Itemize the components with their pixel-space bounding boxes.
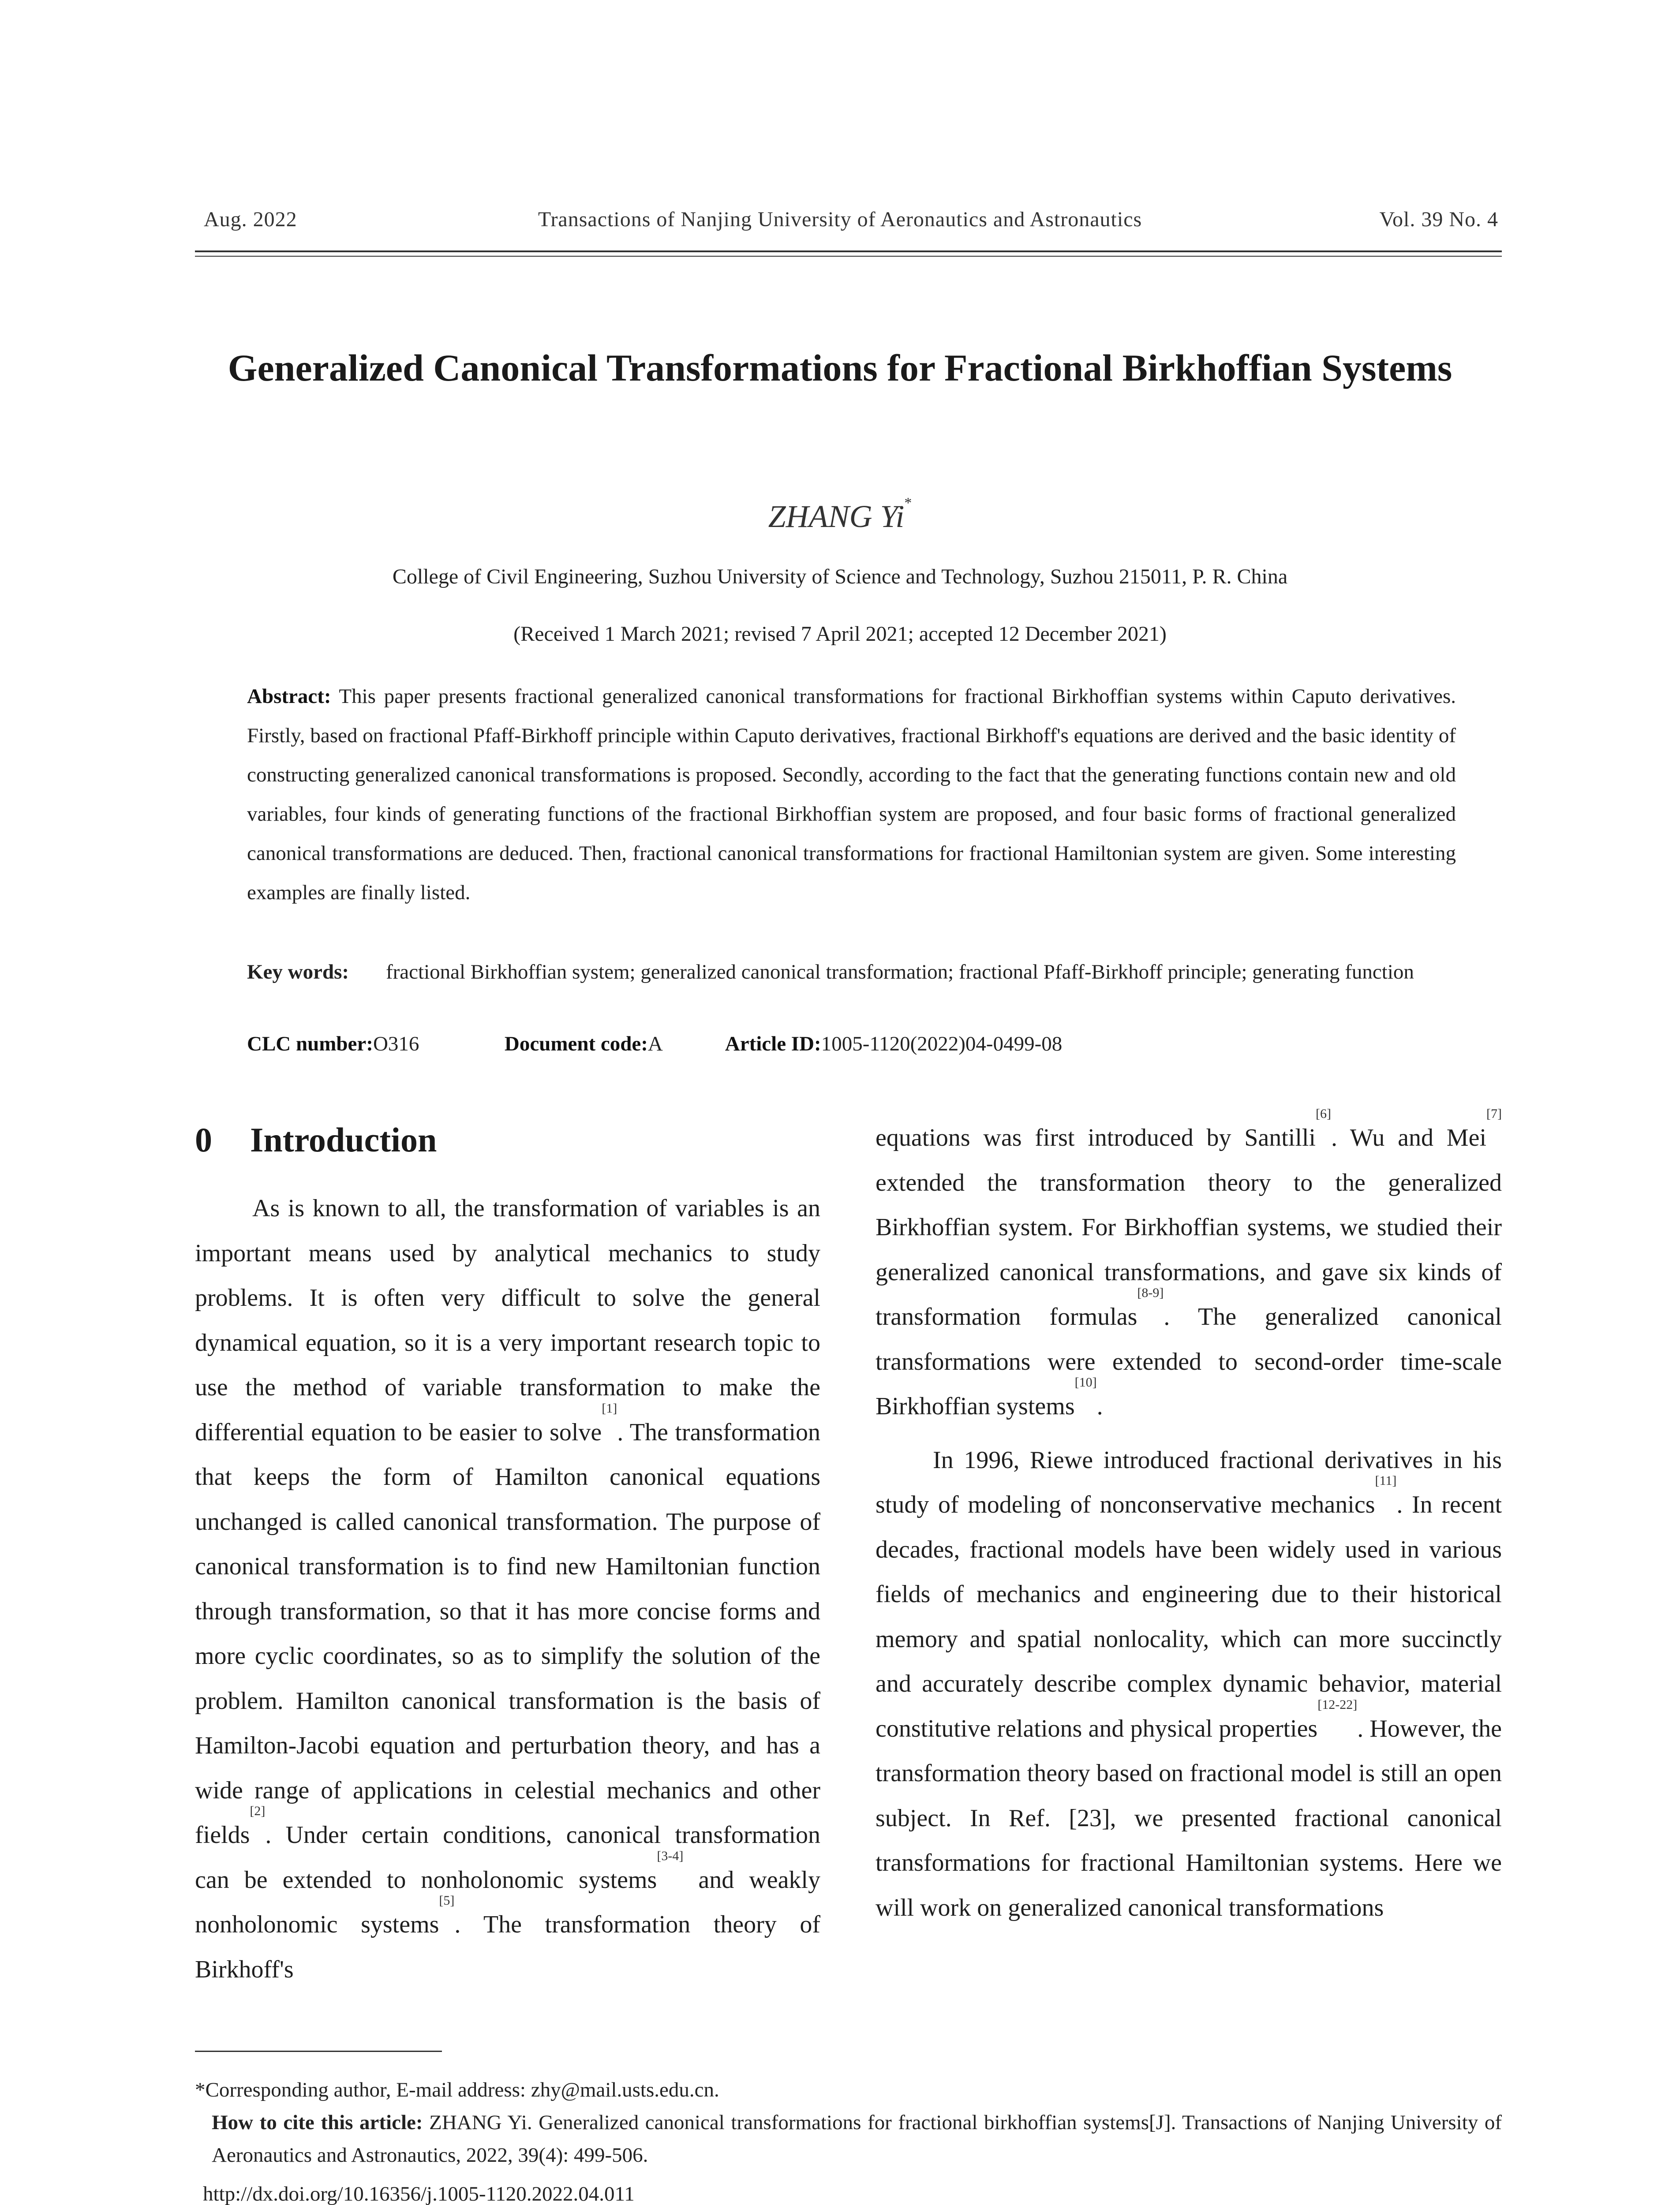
footnote-rule bbox=[195, 2051, 442, 2052]
section-heading bbox=[195, 1120, 437, 1160]
citation-ref[interactable]: [7] bbox=[1486, 1106, 1502, 1121]
citation-ref[interactable]: [3-4] bbox=[657, 1848, 684, 1863]
article-id-value: 1005-1120(2022)04-0499-08 bbox=[821, 1032, 1063, 1055]
right-column bbox=[876, 1106, 1502, 1930]
received-dates: (Received 1 March 2021; revised 7 April 2021; accepted 12 December 2021) bbox=[513, 622, 1167, 646]
corresponding-author-note: *Corresponding author, E-mail address: zhy@mail.usts.edu.cn. bbox=[195, 2078, 719, 2101]
abstract-label: Abstract: bbox=[247, 685, 331, 708]
author-name: ZHANG Yi bbox=[768, 499, 905, 534]
corresponding-mark: * bbox=[904, 495, 912, 511]
article-meta bbox=[247, 1032, 1062, 1056]
header-rule bbox=[195, 250, 1502, 252]
citation-ref[interactable]: [6] bbox=[1316, 1106, 1332, 1121]
doc-code-value: A bbox=[647, 1032, 662, 1055]
left-column bbox=[195, 1186, 820, 1992]
clc-value: O316 bbox=[373, 1032, 419, 1055]
intro-paragraph-1: As is known to all, the transformation of variables is an important means used by analytical mechanics to study problems. It is often very difficult to solve the general dynamical equation, so it is a very important research topic to use the method of variable transformation to make the differential equation to be easier to solve[1]. The transformation that keeps the form of Hamilton canonical equations unchanged is called canonical transformation. The purpose of canonical transformation is to find new Hamiltonian function through transformation, so that it has more concise forms and more cyclic coordinates, so as to simplify the solution of the problem. Hamilton canonical transformation is the basis of Hamilton-Jacobi equation and perturbation theory, and has a wide range of applications in celestial mechanics and other fields[2]. Under certain conditions, canonical transformation can be extended to nonholonomic systems[3-4] and weakly nonholonomic systems[5]. The transformation theory of Birkhoff's bbox=[195, 1195, 821, 1983]
clc-label: CLC number: bbox=[247, 1032, 373, 1055]
citation-ref[interactable]: [2] bbox=[250, 1804, 266, 1818]
keywords-text: fractional Birkhoffian system; generalized canonical transformation; fractional Pfaff-Birkhoff principle; generating function bbox=[386, 960, 1414, 983]
running-header-journal: Transactions of Nanjing University of Aeronautics and Astronautics bbox=[538, 208, 1142, 231]
keywords-label: Key words: bbox=[247, 960, 349, 983]
running-header-date: Aug. 2022 bbox=[204, 208, 297, 231]
article-id-label: Article ID: bbox=[725, 1032, 821, 1055]
citation-ref[interactable]: [1] bbox=[602, 1401, 617, 1416]
abstract-text: This paper presents fractional generalized canonical transformations for fractional Birkhoffian systems within Caputo derivatives. Firstly, based on fractional Pfaff-Birkhoff principle within Caputo derivatives, fractional Birkhoff's equations are derived and the basic identity of constructing generalized canonical transformations is proposed. Secondly, according to the fact that the generating functions contain new and old variables, four kinds of generating functions of the fractional Birkhoffian system are proposed, and four basic forms of fractional generalized canonical transformations are deduced. Then, fractional canonical transformations for fractional Hamiltonian system are given. Some interesting examples are finally listed. bbox=[247, 685, 1456, 904]
cite-label: How to cite this article: bbox=[212, 2111, 423, 2134]
paper-title: Generalized Canonical Transformations for Fractional Birkhoffian Systems bbox=[228, 347, 1452, 389]
cite-text: ZHANG Yi. Generalized canonical transformations for fractional birkhoffian systems[J]. Transactions of Nanjing University of Aeronautics and Astronautics, 2022, 39(4): 499-506. bbox=[212, 2111, 1502, 2167]
affiliation: College of Civil Engineering, Suzhou University of Science and Technology, Suzhou 215011, P. R. China bbox=[392, 565, 1288, 588]
author-line bbox=[176, 495, 1504, 535]
running-header-volume: Vol. 39 No. 4 bbox=[1379, 208, 1498, 231]
intro-paragraph-1-continued: equations was first introduced by Santilli[6]. Wu and Mei[7] extended the transformation theory to the generalized Birkhoffian system. For Birkhoffian systems, we studied their generalized canonical transformations, and gave six kinds of transformation formulas[8-9]. The generalized canonical transformations were extended to second-order time-scale Birkhoffian systems[10]. bbox=[876, 1106, 1502, 1420]
citation-ref[interactable]: [12-22] bbox=[1317, 1697, 1358, 1712]
citation-ref[interactable]: [11] bbox=[1375, 1473, 1397, 1488]
how-to-cite bbox=[212, 2106, 1502, 2171]
section-title: Introduction bbox=[250, 1121, 437, 1159]
header-rule-thin bbox=[195, 256, 1502, 257]
citation-ref[interactable]: [8-9] bbox=[1137, 1286, 1164, 1300]
doc-code-label: Document code: bbox=[504, 1032, 648, 1055]
doi-link[interactable]: http://dx.doi.org/10.16356/j.1005-1120.2022.04.011 bbox=[203, 2183, 635, 2205]
citation-ref[interactable]: [10] bbox=[1074, 1375, 1097, 1390]
keywords bbox=[247, 953, 1456, 992]
section-number: 0 bbox=[195, 1121, 212, 1159]
citation-ref[interactable]: [5] bbox=[439, 1893, 455, 1908]
intro-paragraph-2: In 1996, Riewe introduced fractional derivatives in his study of modeling of nonconservative mechanics[11]. In recent decades, fractional models have been widely used in various fields of mechanics and engineering due to their historical memory and spatial nonlocality, which can more succinctly and accurately describe complex dynamic behavior, material constitutive relations and physical properties[12-22]. However, the transformation theory based on fractional model is still an open subject. In Ref. [23], we presented fractional canonical transformations for fractional Hamiltonian systems. Here we will work on generalized canonical transformations bbox=[876, 1446, 1502, 1921]
abstract bbox=[247, 677, 1456, 912]
